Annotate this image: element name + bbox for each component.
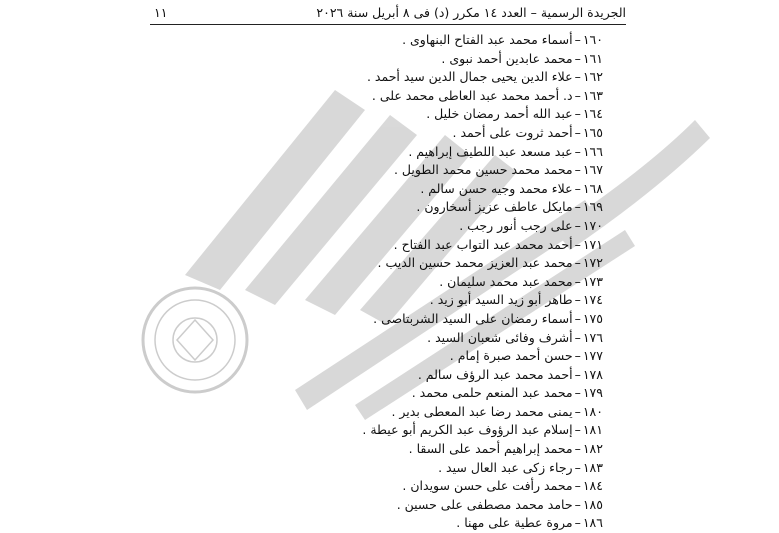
entry-number: ١٦٠ — [582, 32, 603, 47]
entry-separator: – — [574, 217, 581, 233]
entry-separator: – — [574, 310, 581, 326]
list-item — [203, 217, 603, 236]
list-item — [203, 254, 603, 273]
entry-number: ١٦٥ — [582, 124, 603, 140]
entry-name: مروة عطية على مهنا . — [456, 515, 573, 531]
header-rule — [150, 24, 626, 25]
entry-name: محمد إبراهيم أحمد على السقا . — [408, 441, 573, 457]
entry-number: ١٦٧ — [582, 162, 603, 178]
entry-name: محمد رأفت على حسن سويدان . — [402, 478, 573, 494]
list-item — [203, 105, 603, 124]
entry-separator: – — [574, 106, 581, 122]
entry-number: ١٨٤ — [582, 478, 603, 494]
entry-number: ١٧٤ — [582, 292, 603, 308]
entry-separator: – — [574, 403, 581, 419]
entry-separator: – — [574, 236, 581, 252]
entry-separator: – — [574, 422, 581, 438]
entry-name: أشرف وفائى شعبان السيد . — [427, 329, 573, 345]
entry-number: ١٧٠ — [582, 217, 603, 233]
list-item — [203, 459, 603, 478]
list-item — [203, 236, 603, 255]
entry-separator: – — [574, 50, 581, 66]
entry-name: محمد عبد العزيز محمد حسين الديب . — [377, 255, 573, 271]
entry-name: إسلام عبد الرؤوف عبد الكريم أبو عيطة . — [362, 422, 573, 438]
entry-name: محمد عابدين أحمد نبوى . — [441, 50, 573, 66]
list-item — [203, 87, 603, 106]
page-header — [150, 3, 626, 23]
entry-separator: – — [574, 143, 581, 159]
entry-number: ١٧٣ — [582, 273, 603, 289]
list-item — [203, 180, 603, 199]
entry-separator: – — [574, 180, 581, 196]
entry-number: ١٦٤ — [582, 106, 603, 122]
entry-name: د. أحمد محمد عبد العاطى محمد على . — [371, 87, 573, 103]
entry-separator: – — [574, 366, 581, 382]
entry-separator: – — [574, 124, 581, 140]
list-item — [203, 161, 603, 180]
entry-separator: – — [574, 478, 581, 494]
entry-separator: – — [574, 292, 581, 308]
entry-number: ١٦٩ — [582, 199, 603, 215]
entry-separator: – — [574, 32, 581, 47]
entry-number: ١٨٥ — [582, 496, 603, 512]
entry-separator: – — [574, 273, 581, 289]
list-item — [203, 496, 603, 515]
entry-number: ١٦٢ — [582, 69, 603, 85]
list-item — [203, 347, 603, 366]
entry-number: ١٧٦ — [582, 329, 603, 345]
list-item — [203, 477, 603, 496]
entry-separator: – — [574, 69, 581, 85]
list-item — [203, 440, 603, 459]
list-item — [203, 124, 603, 143]
entry-separator: – — [574, 162, 581, 178]
list-item — [203, 291, 603, 310]
entry-separator: – — [574, 515, 581, 531]
entry-name: طاهر أبو زيد السيد أبو زيد . — [429, 292, 573, 308]
entry-name: علاء محمد وجيه حسن سالم . — [420, 180, 573, 196]
entry-number: ١٧١ — [582, 236, 603, 252]
entry-name: يمنى محمد رضا عبد المعطى بدير . — [391, 403, 573, 419]
list-item — [203, 329, 603, 348]
entry-name: محمد عبد محمد سليمان . — [439, 273, 573, 289]
gazette-header-title: الجريدة الرسمية – العدد ١٤ مكرر (د) فى ٨ أبريل سنة ٢٠٢٦ — [316, 5, 626, 20]
list-item — [203, 31, 603, 50]
entry-name: أحمد محمد عبد التواب عبد الفتاح . — [393, 236, 573, 252]
list-item — [203, 50, 603, 69]
list-item — [203, 143, 603, 162]
entry-separator: – — [574, 348, 581, 364]
entry-name: عبد مسعد عبد اللطيف إبراهيم . — [408, 143, 573, 159]
entry-name: محمد محمد حسين محمد الطويل . — [393, 162, 573, 178]
entry-separator: – — [574, 385, 581, 401]
entry-separator: – — [574, 199, 581, 215]
entry-name: على رجب أنور رجب . — [459, 217, 573, 233]
entry-number: ١٧٧ — [582, 348, 603, 364]
entry-name: أسماء رمضان على السيد الشربتاصى . — [373, 310, 573, 326]
entry-name: حسن أحمد صبرة إمام . — [449, 348, 573, 364]
list-item — [203, 384, 603, 403]
entry-number: ١٨٢ — [582, 441, 603, 457]
entry-number: ١٨١ — [582, 422, 603, 438]
entry-number: ١٧٨ — [582, 366, 603, 382]
entry-number: ١٦٨ — [582, 180, 603, 196]
list-item — [203, 310, 603, 329]
entry-number: ١٦٣ — [582, 87, 603, 103]
entry-separator: – — [574, 329, 581, 345]
entry-name: محمد عبد المنعم حلمى محمد . — [411, 385, 573, 401]
list-item — [203, 273, 603, 292]
entry-separator: – — [574, 87, 581, 103]
page-number: ١١ — [154, 5, 168, 20]
entry-separator: – — [574, 496, 581, 512]
names-list — [203, 31, 603, 533]
entry-name: أحمد محمد عبد الرؤف سالم . — [417, 366, 573, 382]
entry-name: رجاء زكى عبد العال سيد . — [438, 459, 573, 475]
entry-number: ١٨٠ — [582, 403, 603, 419]
list-item — [203, 403, 603, 422]
list-item — [203, 421, 603, 440]
entry-number: ١٧٥ — [582, 310, 603, 326]
entry-name: أسماء محمد عبد الفتاح البنهاوى . — [402, 32, 573, 47]
list-item — [203, 68, 603, 87]
entry-number: ١٧٩ — [582, 385, 603, 401]
list-item — [203, 514, 603, 533]
entry-name: عبد الله أحمد رمضان خليل . — [426, 106, 573, 122]
entry-number: ١٧٢ — [582, 255, 603, 271]
entry-number: ١٨٣ — [582, 459, 603, 475]
entry-name: علاء الدين يحيى جمال الدين سيد أحمد . — [366, 69, 573, 85]
entry-name: أحمد ثروت على أحمد . — [452, 124, 573, 140]
entry-number: ١٦٦ — [582, 143, 603, 159]
entry-separator: – — [574, 255, 581, 271]
entry-separator: – — [574, 441, 581, 457]
entry-separator: – — [574, 459, 581, 475]
entry-number: ١٨٦ — [582, 515, 603, 531]
list-item — [203, 198, 603, 217]
entry-name: حامد محمد مصطفى على حسين . — [396, 496, 573, 512]
list-item — [203, 366, 603, 385]
entry-name: مايكل عاطف عزيز أسخارون . — [416, 199, 573, 215]
entry-number: ١٦١ — [582, 50, 603, 66]
